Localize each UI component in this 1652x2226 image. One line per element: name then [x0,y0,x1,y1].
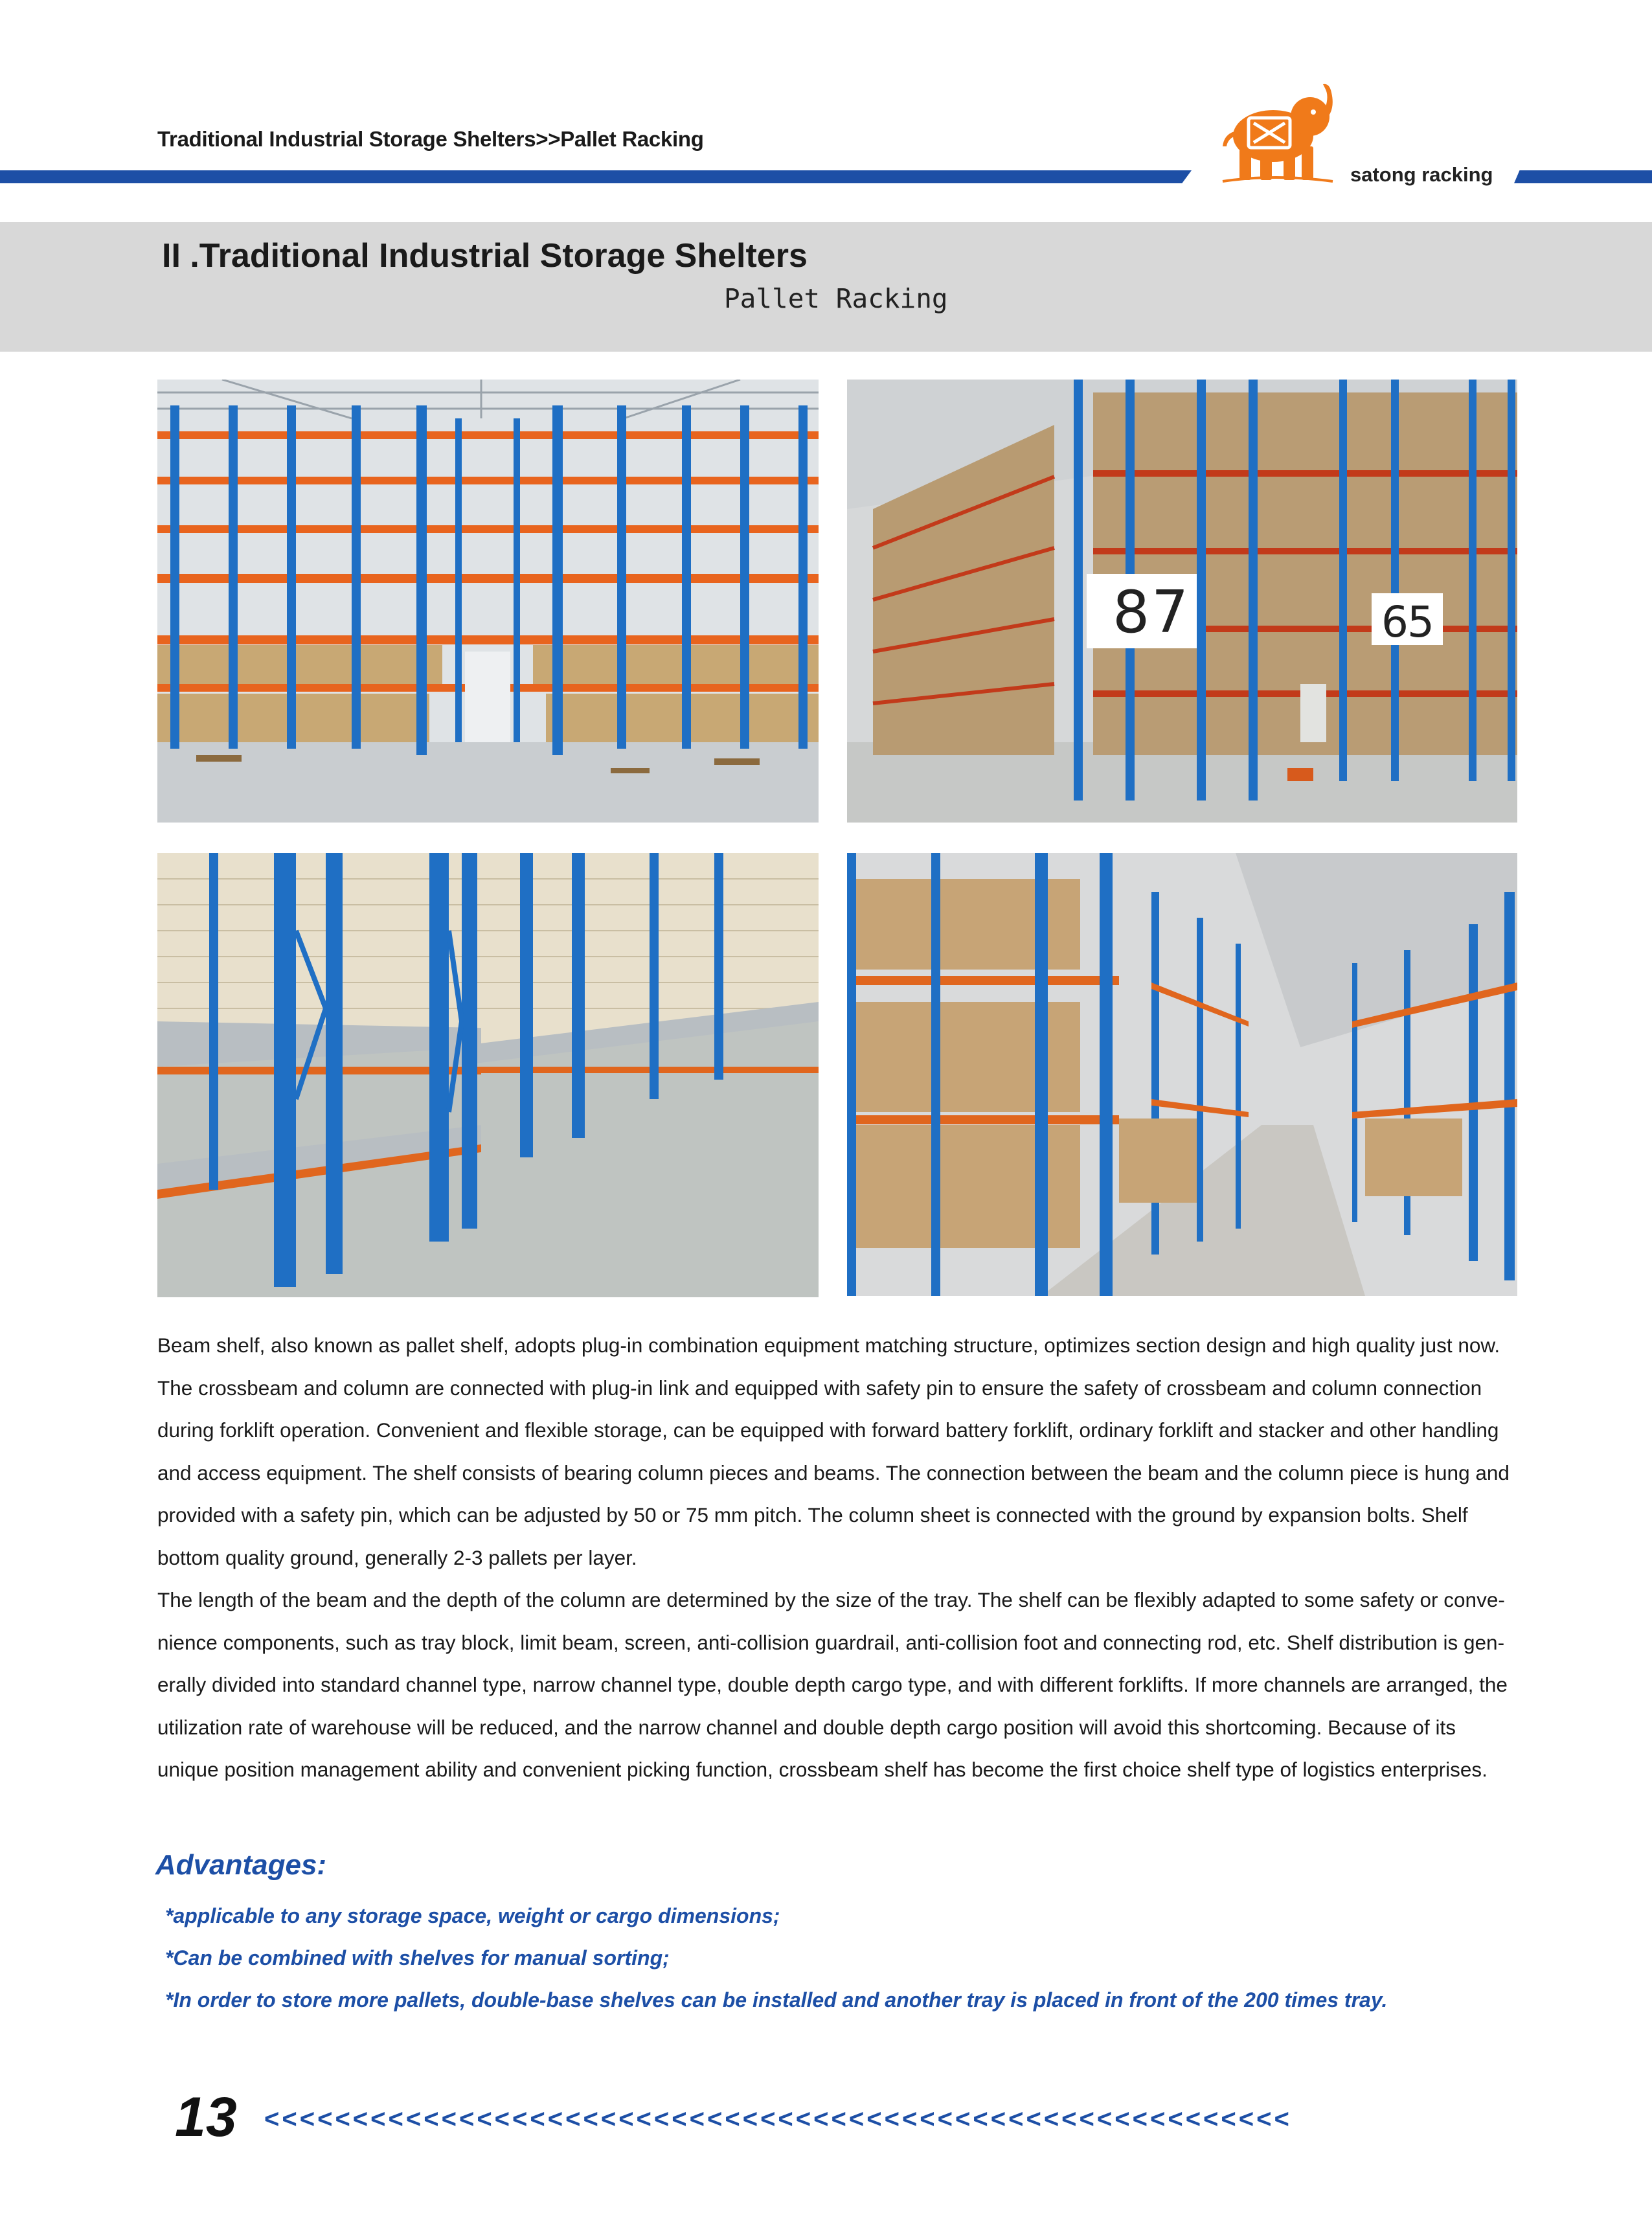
body-line: Beam shelf, also known as pallet shelf, adopts plug-in combination equipment matching structure, optimizes section design and high quality just now. [157,1334,1500,1357]
advantage-item: *applicable to any storage space, weight or cargo dimensions; [165,1904,780,1927]
photo-narrow-aisle-pallets [847,853,1517,1296]
body-line: The crossbeam and column are connected with plug-in link and equipped with safety pin to ensure the safety of crossbeam and column connection [157,1376,1482,1400]
advantages-title: Advantages: [155,1849,327,1881]
body-line: unique position management ability and convenient picking function, crossbeam shelf has become the first choice shelf type of logistics enterprises. [157,1758,1488,1781]
footer-chevron-decoration: <<<<<<<<<<<<<<<<<<<<<<<<<<<<<<<<<<<<<<<<<<<<<<<<<<<<<<<<<< [264,2105,1292,2133]
aisle-sign-6: 6 [1381,597,1409,647]
photo-warehouse-high-bay [847,380,1517,823]
aisle-sign-5: 5 [1407,597,1434,647]
breadcrumb: Traditional Industrial Storage Shelters>>Pallet Racking [157,127,704,151]
body-line: nience components, such as tray block, limit beam, screen, anti-collision guardrail, anti-collision foot and connecting rod, etc. Shelf distribution is gen- [157,1630,1505,1654]
body-line: and access equipment. The shelf consists of bearing column pieces and beams. The connection between the beam and the column piece is hung and [157,1460,1510,1484]
brand-name: satong racking [1350,163,1493,186]
advantage-item: *Can be combined with shelves for manual sorting; [165,1946,670,1970]
photo-warehouse-racking-front [157,380,819,823]
section-subtitle: Pallet Racking [724,283,948,314]
section-title: II .Traditional Industrial Storage Shelters [162,237,808,275]
body-line: bottom quality ground, generally 2-3 pallets per layer. [157,1545,637,1569]
body-text [157,1324,1517,1791]
aisle-sign-8: 8 [1113,578,1150,646]
header-rule-left [0,170,1192,183]
elephant-logo-icon [1216,76,1339,187]
aisle-sign-7: 7 [1151,578,1189,646]
photo-racking-floor-level [157,853,819,1297]
body-line: utilization rate of warehouse will be reduced, and the narrow channel and double depth cargo position will avoid this shortcoming. Because of its [157,1715,1456,1739]
header-rule-right [1514,170,1652,183]
body-line: erally divided into standard channel type, narrow channel type, double depth cargo type, and with different forklifts. If more channels are arranged, the [157,1673,1508,1696]
body-line: during forklift operation. Convenient and flexible storage, can be equipped with forward battery forklift, ordinary forklift and stacker and other handling [157,1418,1499,1442]
advantage-item: *In order to store more pallets, double-base shelves can be installed and another tray is placed in front of the 200 times tray. [165,1988,1388,2012]
body-line: provided with a safety pin, which can be adjusted by 50 or 75 mm pitch. The column sheet is connected with the ground by expansion bolts. Shelf [157,1503,1468,1527]
body-line: The length of the beam and the depth of the column are determined by the size of the tray. The shelf can be flexibly adapted to some safety or conve- [157,1588,1505,1611]
page-number: 13 [175,2086,237,2148]
